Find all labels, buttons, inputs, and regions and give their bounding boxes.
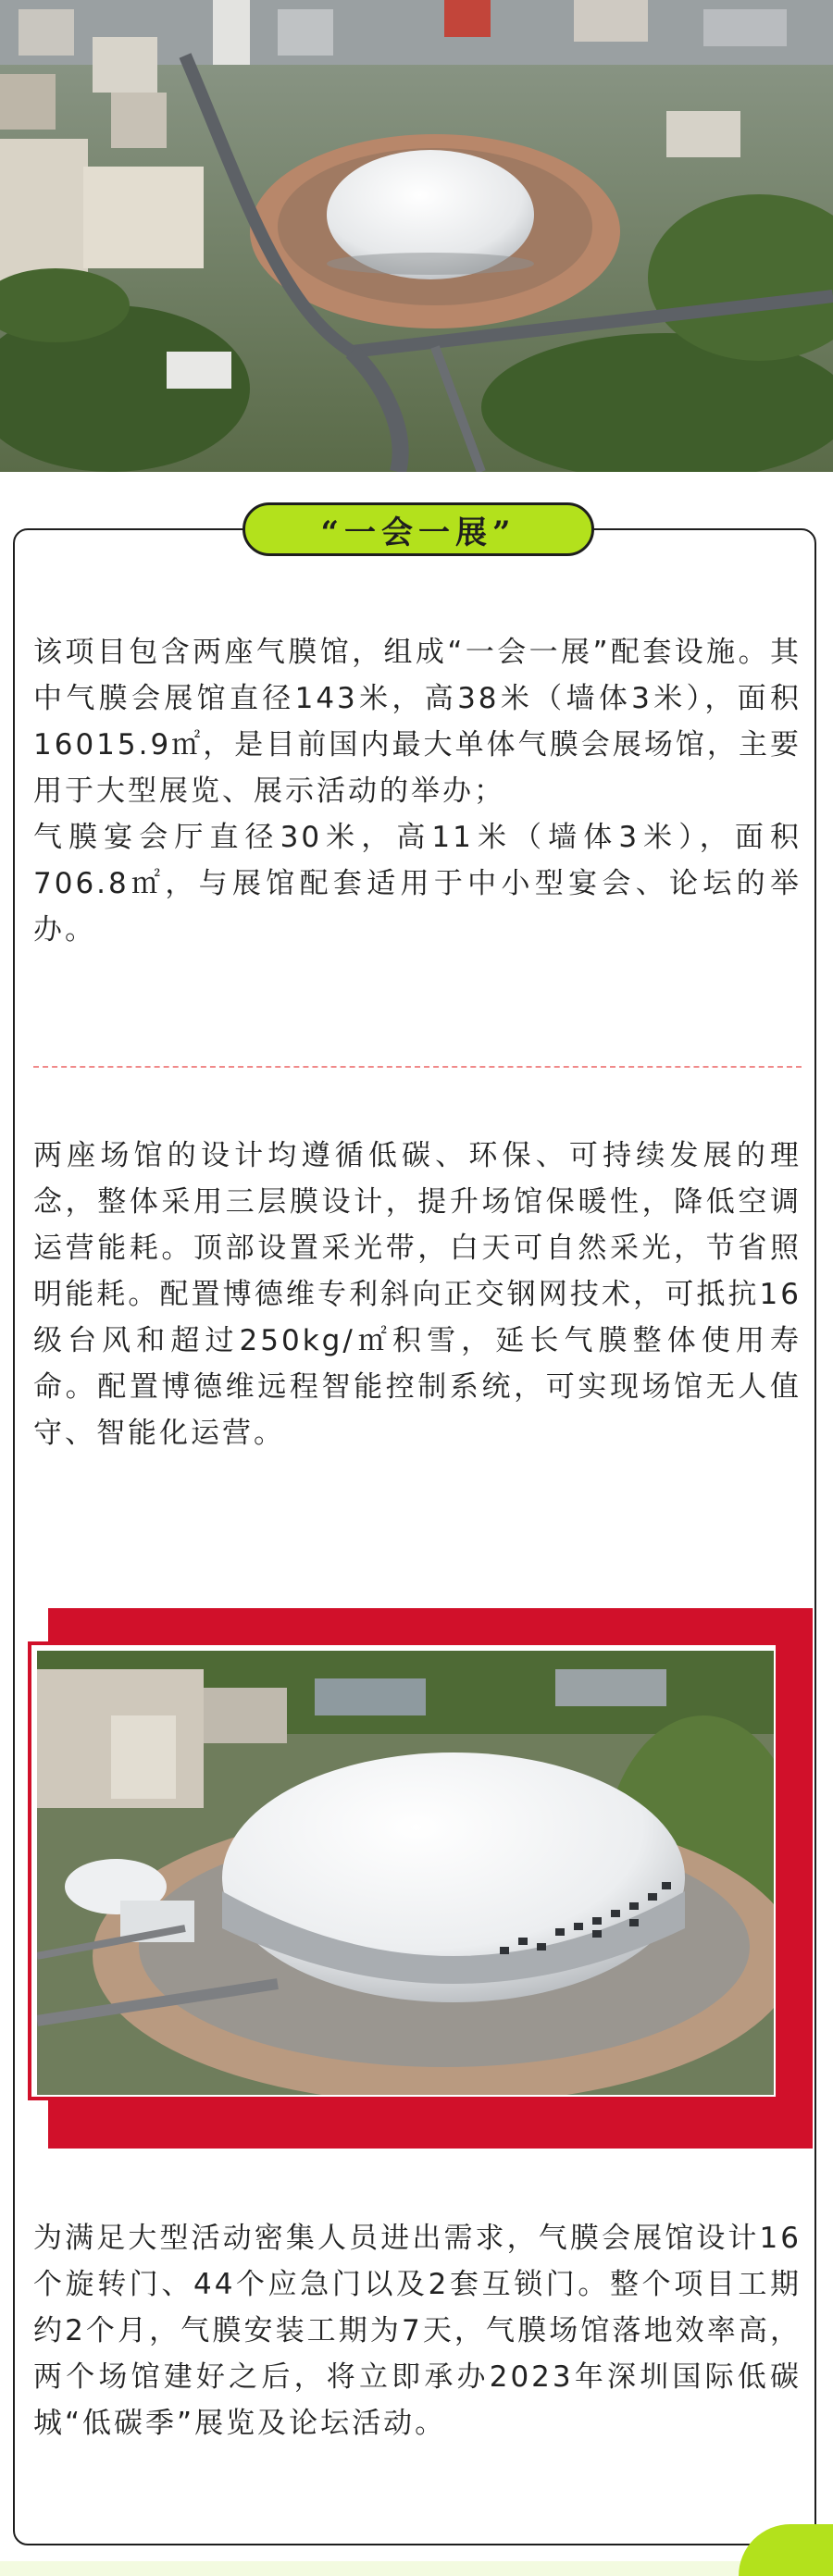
design-paragraph: 两座场馆的设计均遵循低碳、环保、可持续发展的理念，整体采用三层膜设计，提升场馆保暖性，降低空调运营能耗。顶部设置采光带，白天可自然采光，节省照明能耗。配置博德维专利斜向正交钢网技术，可抵抗16级台风和超过250kg/㎡积雪，延长气膜整体使用寿命。配置博德维远程智能控制系统，可实现场馆无人值守、智能化运营。 [33, 1139, 802, 1450]
intro-paragraph [33, 629, 802, 953]
intro-paragraph-line: 该项目包含两座气膜馆，组成“一会一展”配套设施。其中气膜会展馆直径143米，高38米（墙体3米），面积16015.9㎡，是目前国内最大单体气膜会展场馆，主要用于大型展览、展示活动的举办； [33, 636, 802, 808]
dome-photo [37, 1651, 774, 2095]
intro-paragraph-line: 气膜宴会厅直径30米，高11米（墙体3米），面积706.8㎡，与展馆配套适用于中小型宴会、论坛的举办。 [33, 821, 802, 947]
section-title: “一会一展” [242, 502, 594, 556]
dashed-divider [33, 1066, 802, 1068]
aerial-photo [0, 0, 833, 472]
schedule-paragraph: 为满足大型活动密集人员进出需求，气膜会展馆设计16个旋转门、44个应急门以及2套互锁门。整个项目工期约2个月，气膜安装工期为7天，气膜场馆落地效率高，两个场馆建好之后，将立即承办2023年深圳国际低碳城“低碳季”展览及论坛活动。 [33, 2222, 802, 2440]
bottom-strip [0, 2561, 833, 2576]
dome-photo-frame [28, 1641, 779, 2100]
